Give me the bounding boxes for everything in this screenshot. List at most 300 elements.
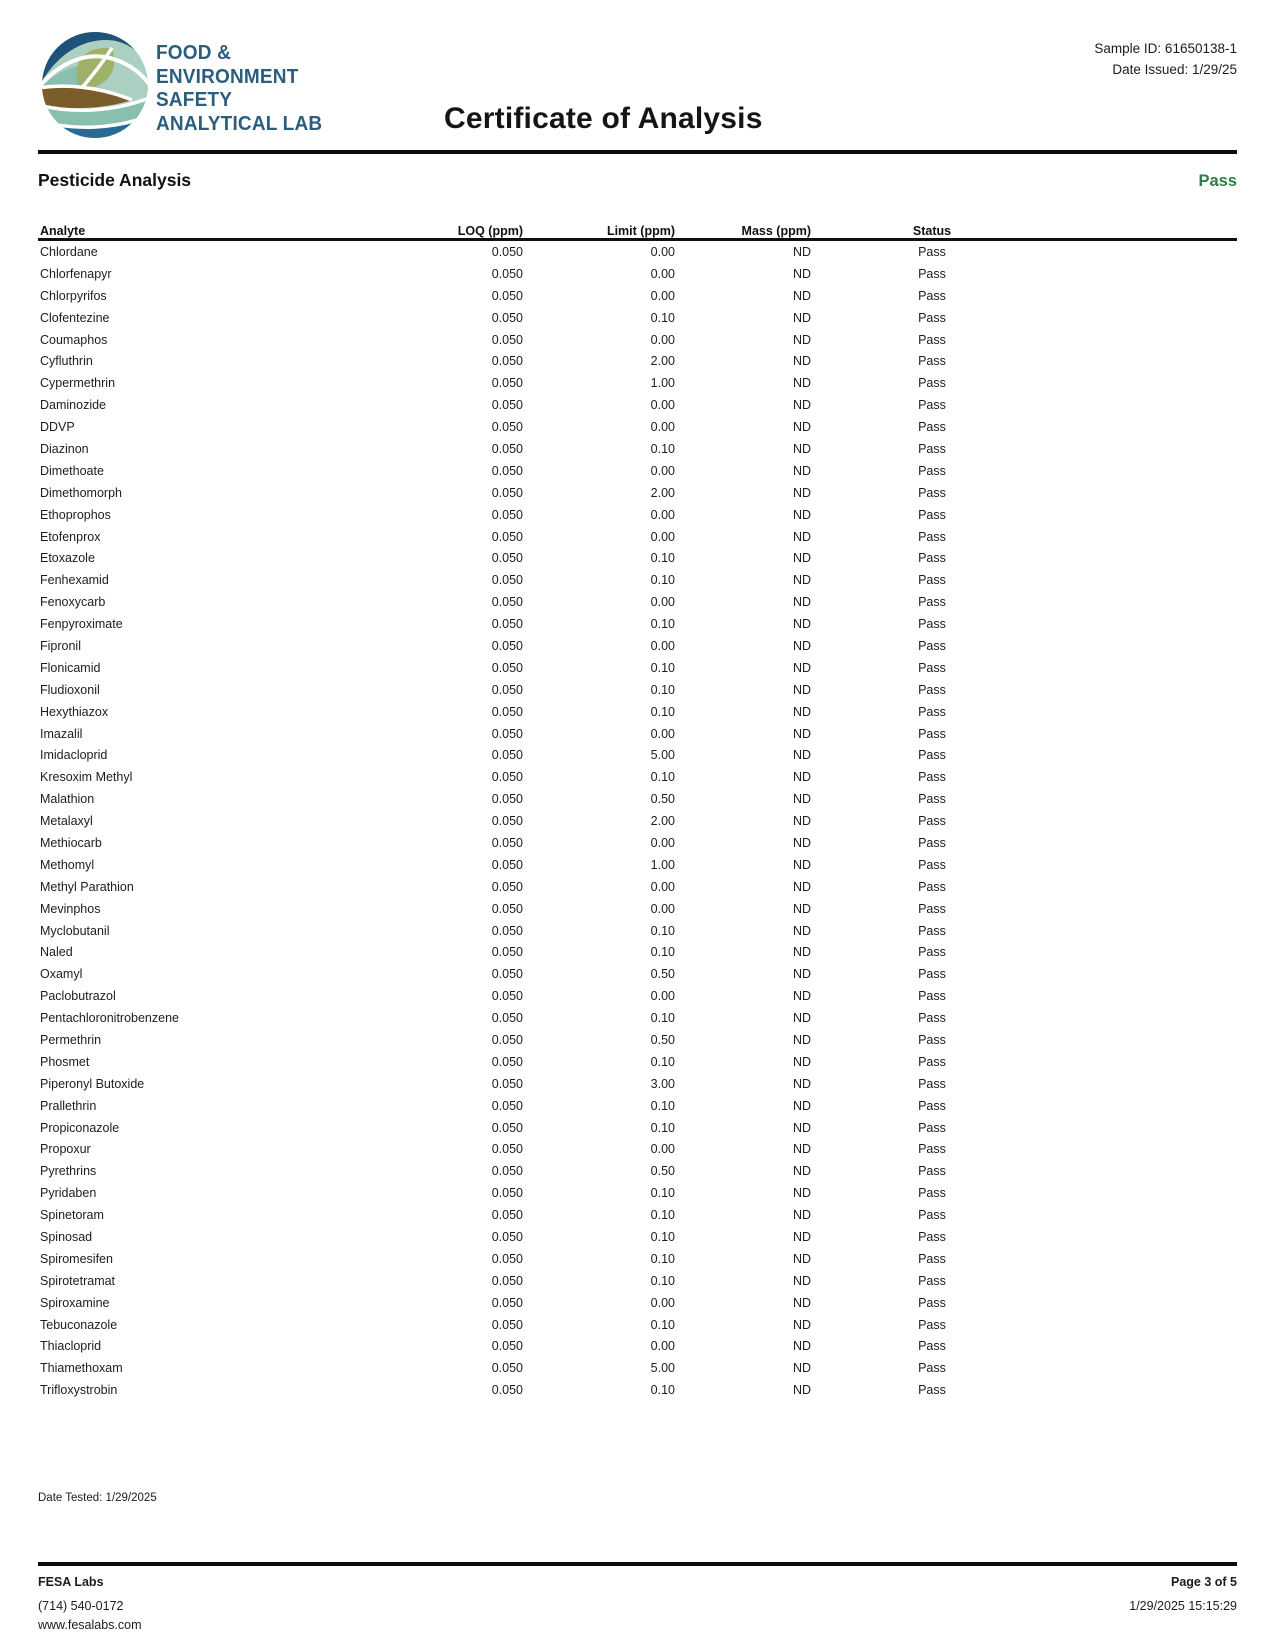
cell-mass: ND	[792, 485, 811, 500]
cell-status: Pass	[918, 1076, 946, 1091]
cell-loq: 0.050	[491, 1098, 523, 1113]
table-row	[38, 1095, 1237, 1117]
cell-analyte: Metalaxyl	[40, 814, 93, 829]
cell-analyte: Malathion	[40, 792, 95, 807]
cell-limit: 0.00	[650, 463, 675, 478]
cell-loq: 0.050	[491, 463, 523, 478]
cell-spacer	[1053, 1029, 1237, 1051]
cell-limit: 0.00	[650, 595, 675, 610]
table-row	[38, 460, 1237, 482]
cell-limit: 0.10	[650, 660, 675, 675]
cell-status: Pass	[918, 1120, 946, 1135]
cell-status: Pass	[918, 638, 946, 653]
cell-spacer	[1053, 701, 1237, 723]
cell-spacer	[1053, 1117, 1237, 1139]
cell-spacer	[1053, 1139, 1237, 1161]
cell-loq: 0.050	[491, 1076, 523, 1091]
cell-mass: ND	[792, 398, 811, 413]
table-row	[38, 876, 1237, 898]
lab-logo-icon	[40, 28, 150, 142]
cell-status: Pass	[918, 1033, 946, 1047]
cell-spacer	[1053, 438, 1237, 460]
lab-name-line: ENVIRONMENT	[156, 65, 299, 88]
table-row	[38, 635, 1237, 657]
cell-mass: ND	[792, 310, 811, 325]
cell-spacer	[1053, 1226, 1237, 1248]
cell-loq: 0.050	[491, 354, 523, 369]
cell-analyte: Permethrin	[40, 1033, 102, 1047]
cell-limit: 0.00	[650, 266, 675, 281]
cell-mass: ND	[792, 244, 811, 259]
cell-spacer	[1053, 613, 1237, 635]
cell-mass: ND	[792, 704, 811, 719]
cell-analyte: Chlordane	[40, 244, 98, 259]
cell-analyte: Thiamethoxam	[40, 1361, 123, 1376]
cell-limit: 0.50	[650, 967, 675, 982]
cell-status: Pass	[918, 332, 946, 347]
footer-page-info	[1129, 1573, 1237, 1616]
cell-spacer	[1053, 635, 1237, 657]
lab-name-line: FOOD &	[156, 42, 232, 64]
cell-loq: 0.050	[491, 441, 523, 456]
cell-status: Pass	[918, 595, 946, 610]
cell-spacer	[1053, 1073, 1237, 1095]
cell-mass: ND	[792, 814, 811, 829]
cell-loq: 0.050	[491, 288, 523, 303]
cell-spacer	[1053, 350, 1237, 372]
cell-mass: ND	[792, 266, 811, 281]
cell-loq: 0.050	[491, 244, 523, 259]
sample-id: Sample ID: 61650138-1	[1094, 41, 1237, 56]
cell-spacer	[1053, 1007, 1237, 1029]
cell-spacer	[1053, 307, 1237, 329]
cell-limit: 0.00	[650, 507, 675, 522]
table-row	[38, 1182, 1237, 1204]
date-issued: Date Issued: 1/29/25	[1112, 62, 1237, 77]
cell-mass: ND	[792, 1033, 811, 1047]
footer-divider	[38, 1562, 1237, 1566]
cell-spacer	[1053, 1379, 1237, 1401]
cell-status: Pass	[918, 923, 946, 938]
table-row	[38, 942, 1237, 964]
cell-limit: 0.10	[650, 1208, 675, 1223]
table-row	[38, 1270, 1237, 1292]
table-row	[38, 394, 1237, 416]
cell-analyte: Fludioxonil	[40, 682, 100, 697]
cell-loq: 0.050	[491, 573, 523, 588]
cell-status: Pass	[918, 989, 946, 1004]
footer-phone: (714) 540-0172	[38, 1599, 124, 1613]
table-row	[38, 898, 1237, 920]
cell-loq: 0.050	[491, 1295, 523, 1310]
cell-mass: ND	[792, 660, 811, 675]
cell-mass: ND	[792, 1295, 811, 1310]
table-row	[38, 591, 1237, 613]
table-row	[38, 1029, 1237, 1051]
cell-spacer	[1053, 876, 1237, 898]
cell-status: Pass	[918, 1054, 946, 1069]
table-row	[38, 285, 1237, 307]
cell-status: Pass	[918, 879, 946, 894]
table-row	[38, 416, 1237, 438]
table-row	[38, 1007, 1237, 1029]
cell-mass: ND	[792, 638, 811, 653]
cell-loq: 0.050	[491, 398, 523, 413]
cell-spacer	[1053, 460, 1237, 482]
cell-limit: 0.00	[650, 332, 675, 347]
cell-status: Pass	[918, 1317, 946, 1332]
cell-analyte: Clofentezine	[40, 310, 110, 325]
cell-mass: ND	[792, 1317, 811, 1332]
cell-status: Pass	[918, 1142, 946, 1157]
cell-status: Pass	[918, 792, 946, 807]
cell-status: Pass	[918, 967, 946, 982]
table-row	[38, 263, 1237, 285]
cell-mass: ND	[792, 1339, 811, 1354]
cell-loq: 0.050	[491, 1120, 523, 1135]
cell-loq: 0.050	[491, 617, 523, 632]
cell-loq: 0.050	[491, 923, 523, 938]
cell-status: Pass	[918, 507, 946, 522]
cell-mass: ND	[792, 945, 811, 960]
cell-analyte: Etoxazole	[40, 551, 95, 566]
cell-status: Pass	[918, 1339, 946, 1354]
cell-limit: 0.10	[650, 1186, 675, 1201]
cell-status: Pass	[918, 660, 946, 675]
cell-analyte: Kresoxim Methyl	[40, 770, 133, 785]
cell-analyte: Diazinon	[40, 441, 89, 456]
cell-spacer	[1053, 942, 1237, 964]
cell-analyte: Naled	[40, 945, 73, 960]
cell-mass: ND	[792, 923, 811, 938]
cell-spacer	[1053, 810, 1237, 832]
cell-analyte: Myclobutanil	[40, 923, 110, 938]
cell-analyte: Prallethrin	[40, 1098, 97, 1113]
cell-limit: 0.10	[650, 770, 675, 785]
cell-limit: 0.00	[650, 529, 675, 544]
cell-loq: 0.050	[491, 1383, 523, 1398]
cell-mass: ND	[792, 1120, 811, 1135]
cell-status: Pass	[918, 1361, 946, 1376]
table-row	[38, 372, 1237, 394]
cell-loq: 0.050	[491, 945, 523, 960]
cell-spacer	[1053, 1051, 1237, 1073]
cell-spacer	[1053, 1160, 1237, 1182]
cell-analyte: Etofenprox	[40, 529, 101, 544]
cell-limit: 0.00	[650, 879, 675, 894]
cell-status: Pass	[918, 1011, 946, 1026]
cell-loq: 0.050	[491, 1361, 523, 1376]
cell-loq: 0.050	[491, 1011, 523, 1026]
date-tested: Date Tested: 1/29/2025	[38, 1492, 157, 1504]
cell-status: Pass	[918, 835, 946, 850]
cell-loq: 0.050	[491, 835, 523, 850]
cell-analyte: Trifloxystrobin	[40, 1383, 118, 1398]
cell-limit: 0.00	[650, 726, 675, 741]
cell-limit: 5.00	[650, 1361, 675, 1376]
cell-limit: 1.00	[650, 376, 675, 391]
table-row	[38, 854, 1237, 876]
cell-spacer	[1053, 985, 1237, 1007]
cell-analyte: DDVP	[40, 420, 75, 435]
table-row	[38, 1204, 1237, 1226]
cell-mass: ND	[792, 529, 811, 544]
cell-analyte: Flonicamid	[40, 660, 101, 675]
cell-limit: 0.10	[650, 617, 675, 632]
cell-status: Pass	[918, 901, 946, 916]
lab-name-line: SAFETY	[156, 89, 233, 111]
cell-analyte: Piperonyl Butoxide	[40, 1076, 145, 1091]
cell-spacer	[1053, 766, 1237, 788]
cell-status: Pass	[918, 1208, 946, 1223]
cell-status: Pass	[918, 266, 946, 281]
cell-spacer	[1053, 963, 1237, 985]
cell-status: Pass	[918, 529, 946, 544]
table-row	[38, 832, 1237, 854]
cell-analyte: Oxamyl	[40, 967, 83, 982]
cell-loq: 0.050	[491, 376, 523, 391]
cell-analyte: Coumaphos	[40, 332, 108, 347]
cell-spacer	[1053, 482, 1237, 504]
cell-analyte: Paclobutrazol	[40, 989, 116, 1004]
table-header-row	[38, 218, 1237, 240]
cell-status: Pass	[918, 1230, 946, 1245]
cell-analyte: Propoxur	[40, 1142, 91, 1157]
cell-loq: 0.050	[491, 901, 523, 916]
cell-limit: 0.10	[650, 1383, 675, 1398]
cell-spacer	[1053, 1095, 1237, 1117]
cell-spacer	[1053, 240, 1237, 263]
table-row	[38, 307, 1237, 329]
cell-loq: 0.050	[491, 638, 523, 653]
cell-limit: 0.10	[650, 1098, 675, 1113]
table-row	[38, 1357, 1237, 1379]
table-row	[38, 1248, 1237, 1270]
cell-loq: 0.050	[491, 770, 523, 785]
cell-limit: 2.00	[650, 814, 675, 829]
column-header-limit: Limit (ppm)	[523, 218, 675, 240]
cell-spacer	[1053, 832, 1237, 854]
cell-loq: 0.050	[491, 660, 523, 675]
cell-analyte: Fenoxycarb	[40, 595, 106, 610]
cell-limit: 0.10	[650, 1230, 675, 1245]
cell-analyte: Dimethoate	[40, 463, 104, 478]
cell-analyte: Cyfluthrin	[40, 354, 93, 369]
cell-loq: 0.050	[491, 332, 523, 347]
cell-spacer	[1053, 1336, 1237, 1358]
cell-spacer	[1053, 1357, 1237, 1379]
cell-status: Pass	[918, 748, 946, 763]
table-row	[38, 788, 1237, 810]
cell-spacer	[1053, 394, 1237, 416]
cell-mass: ND	[792, 507, 811, 522]
table-row	[38, 766, 1237, 788]
cell-loq: 0.050	[491, 1186, 523, 1201]
table-row	[38, 1292, 1237, 1314]
cell-analyte: Fenpyroximate	[40, 617, 123, 632]
cell-loq: 0.050	[491, 1164, 523, 1179]
table-row	[38, 920, 1237, 942]
cell-limit: 0.50	[650, 1033, 675, 1047]
section-heading: Pesticide Analysis	[38, 170, 192, 190]
table-row	[38, 679, 1237, 701]
table-row	[38, 547, 1237, 569]
cell-limit: 0.10	[650, 1120, 675, 1135]
cell-limit: 0.00	[650, 638, 675, 653]
cell-spacer	[1053, 1248, 1237, 1270]
page-title: Certificate of Analysis	[444, 102, 763, 135]
cell-mass: ND	[792, 1076, 811, 1091]
table-row	[38, 1226, 1237, 1248]
cell-loq: 0.050	[491, 1142, 523, 1157]
cell-limit: 0.00	[650, 1295, 675, 1310]
cell-analyte: Chlorfenapyr	[40, 266, 112, 281]
cell-mass: ND	[792, 1164, 811, 1179]
table-body	[38, 240, 1237, 1402]
cell-status: Pass	[918, 398, 946, 413]
lab-name	[156, 42, 322, 136]
cell-analyte: Thiacloprid	[40, 1339, 102, 1354]
cell-spacer	[1053, 285, 1237, 307]
cell-status: Pass	[918, 682, 946, 697]
table-row	[38, 1160, 1237, 1182]
table-row	[38, 240, 1237, 263]
cell-status: Pass	[918, 441, 946, 456]
cell-analyte: Spinosad	[40, 1230, 93, 1245]
cell-spacer	[1053, 1270, 1237, 1292]
table-row	[38, 810, 1237, 832]
cell-analyte: Pyrethrins	[40, 1164, 97, 1179]
cell-limit: 0.10	[650, 1011, 675, 1026]
table-row	[38, 1139, 1237, 1161]
cell-spacer	[1053, 788, 1237, 810]
table-row	[38, 1073, 1237, 1095]
cell-status: Pass	[918, 354, 946, 369]
cell-status: Pass	[918, 288, 946, 303]
cell-mass: ND	[792, 463, 811, 478]
cell-limit: 0.00	[650, 288, 675, 303]
cell-analyte: Fipronil	[40, 638, 81, 653]
cell-loq: 0.050	[491, 1033, 523, 1047]
cell-loq: 0.050	[491, 1054, 523, 1069]
cell-analyte: Fenhexamid	[40, 573, 109, 588]
cell-status: Pass	[918, 945, 946, 960]
cell-mass: ND	[792, 967, 811, 982]
cell-spacer	[1053, 898, 1237, 920]
cell-mass: ND	[792, 989, 811, 1004]
cell-mass: ND	[792, 420, 811, 435]
cell-mass: ND	[792, 857, 811, 872]
cell-status: Pass	[918, 1251, 946, 1266]
cell-analyte: Spiromesifen	[40, 1251, 113, 1266]
cell-loq: 0.050	[491, 1339, 523, 1354]
table-row	[38, 985, 1237, 1007]
cell-status: Pass	[918, 376, 946, 391]
cell-loq: 0.050	[491, 529, 523, 544]
cell-loq: 0.050	[491, 507, 523, 522]
cell-status: Pass	[918, 1098, 946, 1113]
cell-loq: 0.050	[491, 704, 523, 719]
cell-mass: ND	[792, 1273, 811, 1288]
cell-spacer	[1053, 547, 1237, 569]
table-row	[38, 613, 1237, 635]
cell-limit: 0.10	[650, 551, 675, 566]
cell-loq: 0.050	[491, 1317, 523, 1332]
cell-limit: 0.00	[650, 398, 675, 413]
cell-loq: 0.050	[491, 1273, 523, 1288]
cell-status: Pass	[918, 420, 946, 435]
cell-spacer	[1053, 591, 1237, 613]
cell-status: Pass	[918, 726, 946, 741]
cell-limit: 0.00	[650, 1339, 675, 1354]
cell-limit: 0.50	[650, 1164, 675, 1179]
table-row	[38, 744, 1237, 766]
cell-spacer	[1053, 372, 1237, 394]
table-row	[38, 701, 1237, 723]
cell-limit: 0.10	[650, 1054, 675, 1069]
footer-page-number: Page 3 of 5	[1171, 1575, 1237, 1589]
cell-status: Pass	[918, 770, 946, 785]
cell-status: Pass	[918, 573, 946, 588]
cell-spacer	[1053, 854, 1237, 876]
cell-mass: ND	[792, 1208, 811, 1223]
cell-mass: ND	[792, 1230, 811, 1245]
cell-analyte: Daminozide	[40, 398, 107, 413]
cell-limit: 0.10	[650, 682, 675, 697]
cell-status: Pass	[918, 244, 946, 259]
cell-limit: 0.10	[650, 704, 675, 719]
cell-mass: ND	[792, 1383, 811, 1398]
cell-analyte: Cypermethrin	[40, 376, 116, 391]
cell-mass: ND	[792, 901, 811, 916]
cell-analyte: Tebuconazole	[40, 1317, 118, 1332]
cell-analyte: Hexythiazox	[40, 704, 109, 719]
cell-mass: ND	[792, 682, 811, 697]
cell-mass: ND	[792, 332, 811, 347]
cell-status: Pass	[918, 485, 946, 500]
cell-analyte: Pentachloronitrobenzene	[40, 1011, 179, 1026]
table-row	[38, 329, 1237, 351]
cell-analyte: Methiocarb	[40, 835, 102, 850]
table-row	[38, 1117, 1237, 1139]
cell-spacer	[1053, 263, 1237, 285]
cell-limit: 0.10	[650, 310, 675, 325]
table-row	[38, 723, 1237, 745]
cell-spacer	[1053, 1292, 1237, 1314]
cell-loq: 0.050	[491, 310, 523, 325]
footer-company: FESA Labs	[38, 1575, 104, 1589]
cell-analyte: Spinetoram	[40, 1208, 104, 1223]
cell-mass: ND	[792, 879, 811, 894]
cell-mass: ND	[792, 595, 811, 610]
cell-limit: 0.00	[650, 420, 675, 435]
cell-limit: 2.00	[650, 485, 675, 500]
cell-analyte: Spirotetramat	[40, 1273, 116, 1288]
cell-loq: 0.050	[491, 967, 523, 982]
table-row	[38, 1379, 1237, 1401]
footer-timestamp: 1/29/2025 15:15:29	[1129, 1599, 1237, 1613]
cell-mass: ND	[792, 617, 811, 632]
table-row	[38, 1314, 1237, 1336]
cell-limit: 0.00	[650, 989, 675, 1004]
cell-limit: 0.10	[650, 441, 675, 456]
cell-mass: ND	[792, 1142, 811, 1157]
cell-mass: ND	[792, 1251, 811, 1266]
cell-status: Pass	[918, 551, 946, 566]
cell-mass: ND	[792, 1361, 811, 1376]
cell-limit: 2.00	[650, 354, 675, 369]
cell-spacer	[1053, 1182, 1237, 1204]
